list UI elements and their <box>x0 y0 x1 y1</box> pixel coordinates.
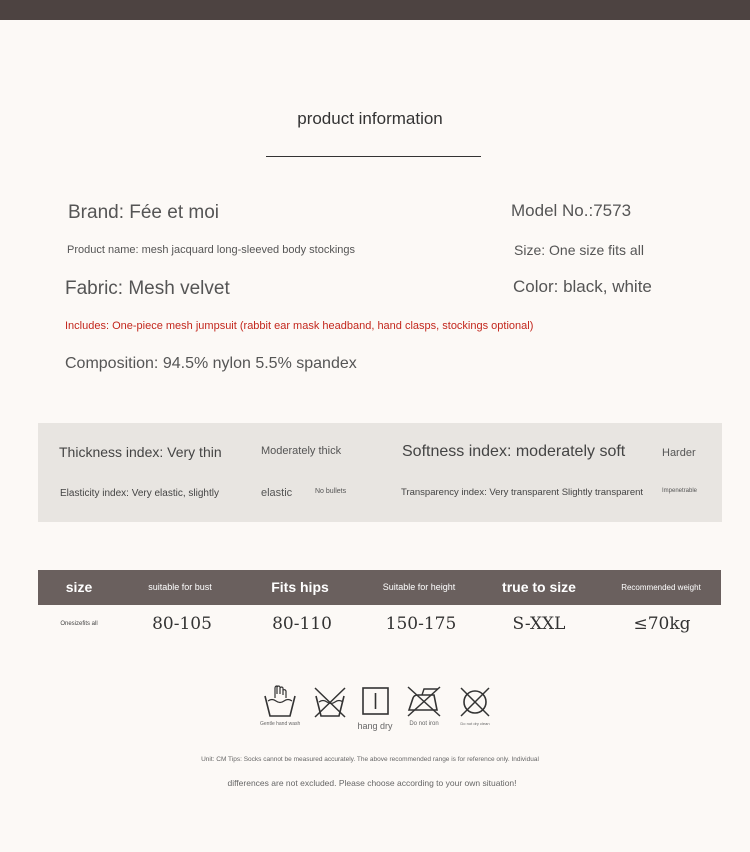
elasticity-none: No bullets <box>315 488 347 495</box>
composition-text: Composition: 94.5% nylon 5.5% spandex <box>65 355 357 372</box>
no-tumble-dry-icon <box>312 684 348 718</box>
model-text: Model No.:7573 <box>511 201 632 220</box>
page-title: product information <box>297 109 443 128</box>
cell-height: 150-175 <box>385 614 457 634</box>
cell-hips: 80-110 <box>272 614 332 634</box>
header-true-to-size: true to size <box>502 579 576 595</box>
care-label-hand-wash: Gentle hand wash <box>260 721 301 727</box>
thickness-index: Thickness index: Very thin <box>59 444 222 460</box>
care-hang-dry <box>355 684 395 731</box>
brand-text: Brand: Fée et moi <box>68 202 220 223</box>
softness-index-alt: Harder <box>662 447 696 459</box>
care-label-no-iron: Do not iron <box>409 721 439 727</box>
softness-index: Softness index: moderately soft <box>402 443 626 460</box>
care-label-hang-dry: hang dry <box>357 721 393 731</box>
no-dry-clean-icon <box>457 684 493 718</box>
care-no-iron <box>404 684 444 727</box>
cell-true-to-size: S-XXL <box>512 614 566 634</box>
hand-wash-icon <box>262 684 298 718</box>
cell-size: Onesizefits all <box>60 621 98 627</box>
includes-text: Includes: One-piece mesh jumpsuit (rabbit ear mask headband, hand clasps, stockings optional) <box>65 320 534 332</box>
cell-weight: ≤70kg <box>633 614 691 634</box>
elasticity-index-alt: elastic <box>261 487 293 499</box>
product-name-text: Product name: mesh jacquard long-sleeved body stockings <box>67 244 355 256</box>
header-height: Suitable for height <box>382 582 456 592</box>
top-bar <box>0 0 750 20</box>
care-no-tumble-dry <box>310 684 350 721</box>
header-weight: Recommended weight <box>621 583 701 592</box>
transparency-index: Transparency index: Very transparent Slightly transparent <box>401 487 644 498</box>
care-hand-wash <box>260 684 300 727</box>
cell-bust: 80-105 <box>152 614 212 634</box>
header-hips: Fits hips <box>271 579 329 595</box>
thickness-index-alt: Moderately thick <box>261 445 342 457</box>
title-underline <box>266 156 481 157</box>
tips-line-1: Unit: CM Tips: Socks cannot be measured accurately. The above recommended range is for reference only. Individual <box>201 756 539 763</box>
transparency-index-alt: Impenetrable <box>662 488 698 494</box>
fabric-index-panel <box>38 423 722 522</box>
care-label-no-dry-clean: Do not dry clean <box>460 721 490 726</box>
header-size: size <box>65 579 93 595</box>
no-iron-icon <box>404 684 444 718</box>
hang-dry-icon <box>357 684 393 718</box>
size-table-header <box>38 570 721 605</box>
size-text: Size: One size fits all <box>514 242 644 258</box>
header-bust: suitable for bust <box>148 582 212 592</box>
tips-line-2: differences are not excluded. Please choose according to your own situation! <box>227 778 517 788</box>
care-no-dry-clean <box>455 684 495 726</box>
elasticity-index: Elasticity index: Very elastic, slightly <box>60 488 219 499</box>
fabric-text: Fabric: Mesh velvet <box>65 278 230 299</box>
color-text: Color: black, white <box>513 277 652 296</box>
